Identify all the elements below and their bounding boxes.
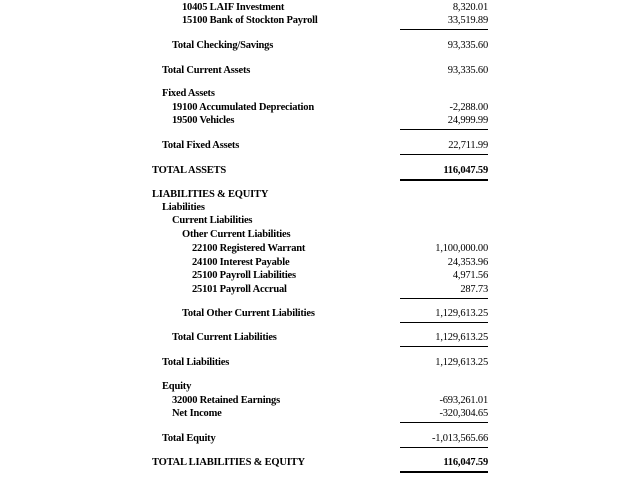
subtotal-rule bbox=[400, 29, 488, 30]
total-label: Total Checking/Savings bbox=[172, 40, 274, 51]
row-total-current-liabilities bbox=[0, 331, 640, 345]
row-total-current-assets bbox=[0, 64, 640, 78]
row-total-equity bbox=[0, 432, 640, 446]
account-amount: -320,304.65 bbox=[439, 408, 488, 419]
account-amount: 8,320.01 bbox=[452, 2, 488, 13]
grand-total-amount: 116,047.59 bbox=[443, 165, 488, 176]
account-amount: -693,261.01 bbox=[439, 395, 488, 406]
account-amount: 1,100,000.00 bbox=[435, 243, 488, 254]
section-heading: LIABILITIES & EQUITY bbox=[152, 189, 269, 200]
row-vehicles bbox=[0, 114, 640, 128]
subtotal-rule bbox=[400, 447, 488, 448]
account-label: 24100 Interest Payable bbox=[192, 257, 290, 268]
account-amount: 33,519.89 bbox=[447, 15, 488, 26]
row-current-liabilities-heading bbox=[0, 214, 640, 228]
account-label: 10405 LAIF Investment bbox=[182, 2, 285, 13]
total-label: Total Equity bbox=[162, 433, 216, 444]
row-total-liabilities bbox=[0, 356, 640, 370]
row-total-other-current-liabilities bbox=[0, 307, 640, 321]
total-label: Total Current Liabilities bbox=[172, 332, 277, 343]
total-amount: 93,335.60 bbox=[447, 40, 488, 51]
row-total-liabilities-equity bbox=[0, 456, 640, 470]
total-label: Total Current Assets bbox=[162, 65, 251, 76]
row-bank-of-stockton-payroll bbox=[0, 14, 640, 28]
subtotal-rule bbox=[400, 322, 488, 323]
account-amount: 24,999.99 bbox=[447, 115, 488, 126]
row-liabilities-equity-heading bbox=[0, 188, 640, 202]
subtotal-rule bbox=[400, 154, 488, 155]
row-other-current-liabilities-heading bbox=[0, 228, 640, 242]
total-amount: 93,335.60 bbox=[447, 65, 488, 76]
grand-total-label: TOTAL LIABILITIES & EQUITY bbox=[152, 457, 305, 468]
row-payroll-liabilities bbox=[0, 269, 640, 283]
account-label: 25100 Payroll Liabilities bbox=[192, 270, 296, 281]
section-heading: Fixed Assets bbox=[162, 88, 215, 99]
row-interest-payable bbox=[0, 256, 640, 270]
total-amount: 1,129,613.25 bbox=[435, 308, 488, 319]
section-heading: Current Liabilities bbox=[172, 215, 253, 226]
account-label: 32000 Retained Earnings bbox=[172, 395, 280, 406]
section-heading: Equity bbox=[162, 381, 192, 392]
total-amount: 1,129,613.25 bbox=[435, 357, 488, 368]
double-rule bbox=[400, 471, 488, 473]
grand-total-label: TOTAL ASSETS bbox=[152, 165, 226, 176]
subtotal-rule bbox=[400, 422, 488, 423]
account-label: 19500 Vehicles bbox=[172, 115, 235, 126]
account-label: 25101 Payroll Accrual bbox=[192, 284, 287, 295]
row-retained-earnings bbox=[0, 394, 640, 408]
row-total-assets bbox=[0, 164, 640, 178]
row-total-fixed-assets bbox=[0, 139, 640, 153]
row-payroll-accrual bbox=[0, 283, 640, 297]
total-label: Total Liabilities bbox=[162, 357, 230, 368]
row-laif-investment bbox=[0, 1, 640, 15]
account-amount: 287.73 bbox=[460, 284, 488, 295]
row-net-income bbox=[0, 407, 640, 421]
row-total-checking-savings bbox=[0, 39, 640, 53]
total-amount: 22,711.99 bbox=[448, 140, 488, 151]
account-label: 22100 Registered Warrant bbox=[192, 243, 306, 254]
total-amount: 1,129,613.25 bbox=[435, 332, 488, 343]
grand-total-amount: 116,047.59 bbox=[443, 457, 488, 468]
account-label: 19100 Accumulated Depreciation bbox=[172, 102, 314, 113]
account-amount: 4,971.56 bbox=[452, 270, 488, 281]
subtotal-rule bbox=[400, 129, 488, 130]
total-amount: -1,013,565.66 bbox=[431, 433, 488, 444]
row-fixed-assets-heading bbox=[0, 87, 640, 101]
account-amount: 24,353.96 bbox=[447, 257, 488, 268]
account-amount: -2,288.00 bbox=[449, 102, 488, 113]
row-registered-warrant bbox=[0, 242, 640, 256]
account-label: Net Income bbox=[172, 408, 222, 419]
total-label: Total Other Current Liabilities bbox=[182, 308, 315, 319]
account-label: 15100 Bank of Stockton Payroll bbox=[182, 15, 318, 26]
row-accumulated-depreciation bbox=[0, 101, 640, 115]
subtotal-rule bbox=[400, 346, 488, 347]
total-label: Total Fixed Assets bbox=[162, 140, 240, 151]
double-rule bbox=[400, 179, 488, 181]
row-equity-heading bbox=[0, 380, 640, 394]
section-heading: Liabilities bbox=[162, 202, 205, 213]
row-liabilities-heading bbox=[0, 201, 640, 215]
section-heading: Other Current Liabilities bbox=[182, 229, 291, 240]
subtotal-rule bbox=[400, 298, 488, 299]
